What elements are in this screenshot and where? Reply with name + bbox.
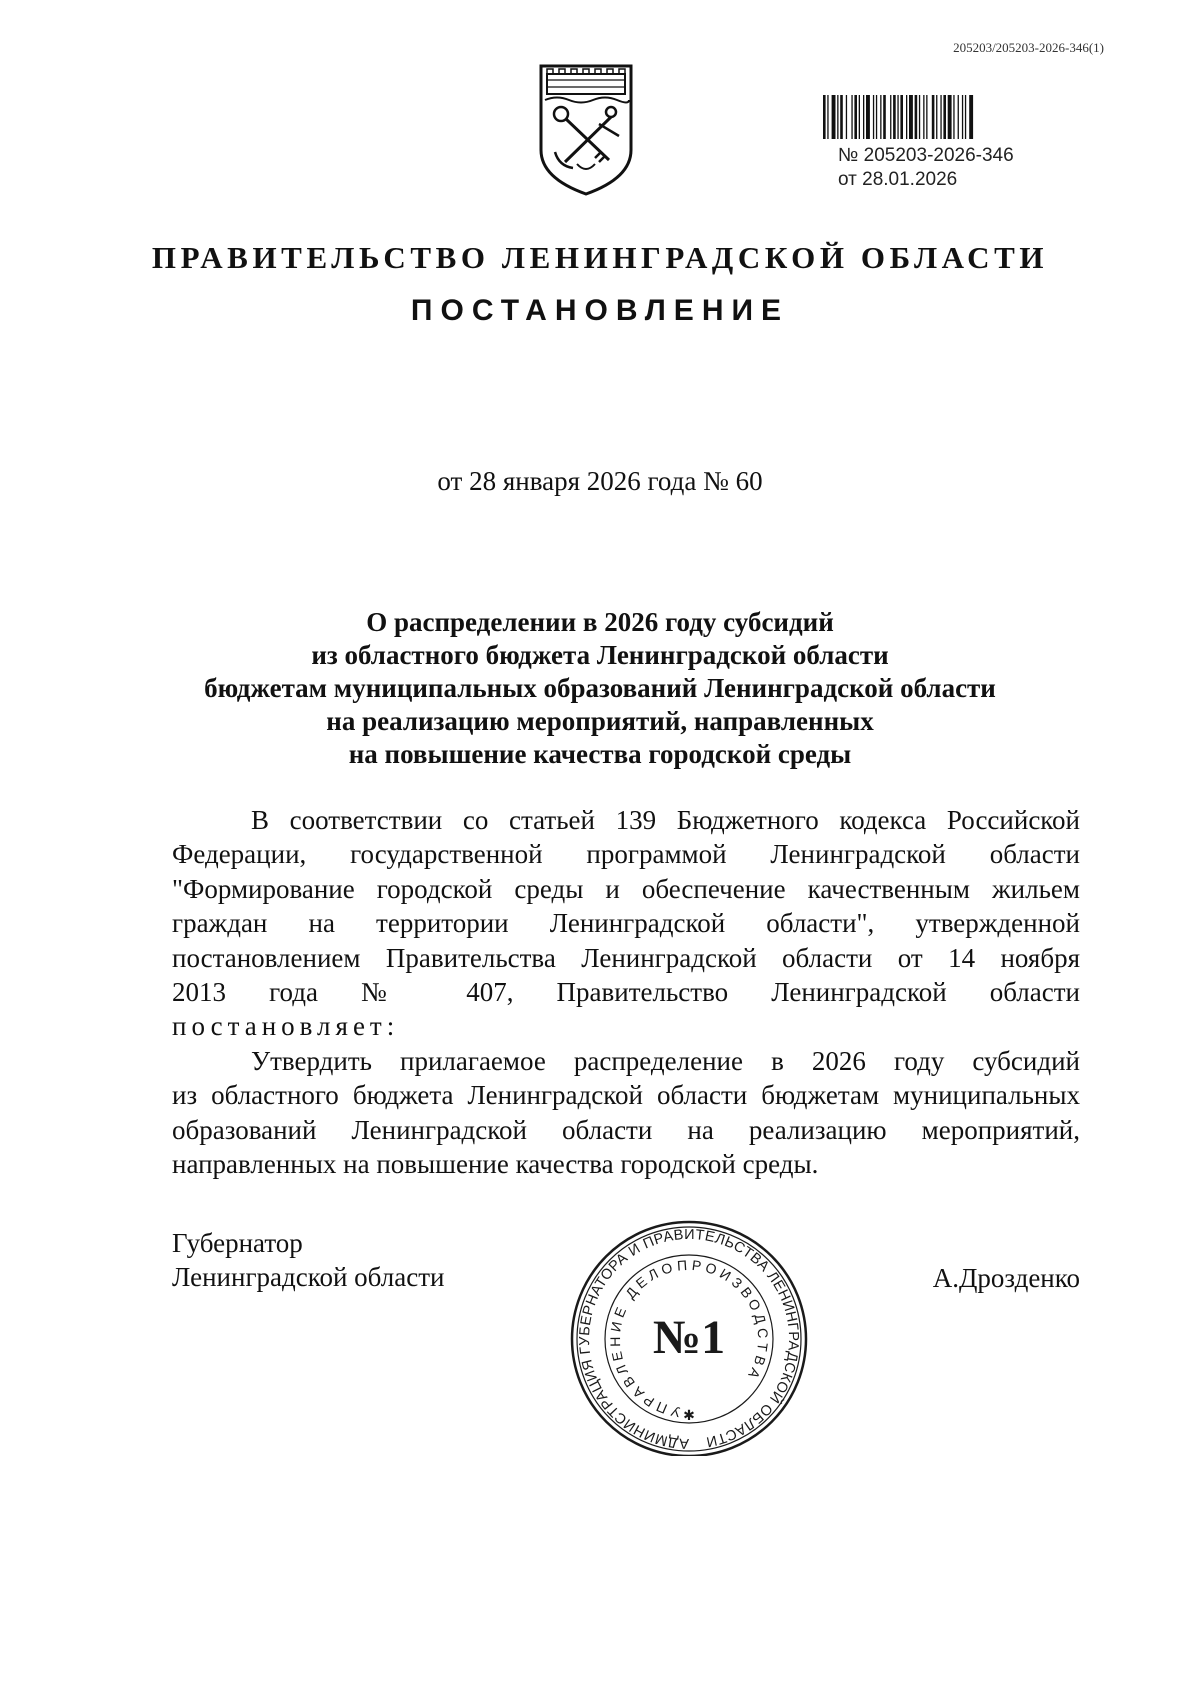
barcode-bar: [890, 95, 891, 139]
barcode-bar: [873, 95, 874, 139]
barcode-bar: [827, 95, 828, 139]
registration-date: от 28.01.2026: [838, 169, 958, 190]
barcode-bar: [915, 95, 918, 139]
barcode-bar: [926, 95, 927, 139]
barcode-bar: [969, 95, 973, 139]
barcode-bar: [832, 95, 836, 139]
barcode-bar: [940, 95, 941, 139]
barcode-bar: [859, 95, 860, 139]
subject-line: на реализацию мероприятий, направленных: [326, 706, 874, 736]
star-icon: ✱: [683, 1409, 695, 1424]
barcode-bar: [893, 95, 896, 139]
barcode-bar: [923, 95, 924, 139]
barcode-bar: [962, 95, 963, 139]
registration-block: [838, 144, 1014, 192]
corner-reference: 205203/205203-2026-346(1): [953, 40, 1104, 55]
barcode-bar: [880, 95, 881, 139]
document-subject: [0, 606, 1200, 771]
signatory-title: [172, 1226, 444, 1294]
body-line: направленных на повышение качества городской среды.: [172, 1149, 819, 1180]
barcode-bar: [876, 95, 877, 139]
barcode-bar: [958, 95, 959, 139]
barcode-bar: [900, 95, 903, 139]
body-line: "Формирование городской среды и обеспечение качественным жильем: [172, 873, 1080, 904]
seal-number: №1: [652, 1311, 726, 1364]
official-seal-stamp: [568, 1218, 810, 1456]
barcode-bar: [897, 95, 898, 139]
body-line: 2013 года № 407, Правительство Ленинградской области: [172, 977, 1080, 1008]
subject-line: из областного бюджета Ленинградской области: [311, 640, 889, 670]
barcode-bar: [965, 95, 966, 139]
body-line: из областного бюджета Ленинградской области бюджетам муниципальных: [172, 1080, 1080, 1111]
body-line: образований Ленинградской области на реализацию мероприятий,: [172, 1114, 1080, 1145]
subject-line: О распределении в 2026 году субсидий: [366, 607, 834, 637]
barcode-bar: [854, 95, 857, 139]
barcode-bar: [948, 95, 952, 139]
document-type: ПОСТАНОВЛЕНИЕ: [410, 294, 790, 327]
barcode-bar: [846, 95, 847, 139]
seal-outer-text: АДМИНИСТРАЦИЯ ГУБЕРНАТОРА И ПРАВИТЕЛЬСТВА ЛЕНИНГРАДСКОЙ ОБЛАСТИ: [576, 1226, 802, 1452]
authority-title: ПРАВИТЕЛЬСТВО ЛЕНИНГРАДСКОЙ ОБЛАСТИ: [151, 240, 1049, 275]
barcode-bar: [953, 95, 954, 139]
barcode: [823, 95, 1073, 139]
barcode-bar: [936, 95, 937, 139]
subject-line: бюджетам муниципальных образований Ленинградской области: [204, 673, 996, 703]
barcode-bar: [883, 95, 886, 139]
signatory-title-line: Губернатор: [172, 1228, 303, 1258]
body-line: В соответствии со статьей 139 Бюджетного кодекса Российской: [251, 805, 1080, 835]
barcode-bar: [863, 95, 864, 139]
barcode-bar: [840, 95, 843, 139]
subject-line: на повышение качества городской среды: [348, 739, 852, 769]
body-line: постановлением Правительства Ленинградской области от 14 ноября: [172, 942, 1080, 973]
barcode-bar: [932, 95, 935, 139]
barcode-bar: [823, 95, 826, 139]
body-line: Федерации, государственной программой Ленинградской области: [172, 839, 1080, 870]
body-line: постановляет:: [172, 1011, 400, 1042]
barcode-bar: [906, 95, 907, 139]
document-date-number: от 28 января 2026 года № 60: [437, 466, 763, 496]
body-line: граждан на территории Ленинградской области", утвержденной: [172, 908, 1080, 939]
document-body: [172, 803, 1080, 1181]
barcode-bar: [943, 95, 946, 139]
barcode-bar: [851, 95, 852, 139]
signatory-name: А.Дрозденко: [932, 1263, 1080, 1293]
coat-of-arms-icon: [537, 62, 635, 196]
barcode-bar: [866, 95, 870, 139]
seal-inner-text: УПРАВЛЕНИЕ ДЕЛОПРОИЗВОДСТВА: [606, 1256, 772, 1421]
barcode-bar: [909, 95, 913, 139]
registration-number: № 205203-2026-346: [838, 145, 1014, 166]
barcode-bar: [919, 95, 920, 139]
barcode-bar: [837, 95, 838, 139]
body-line: Утвердить прилагаемое распределение в 2026 году субсидий: [251, 1045, 1080, 1076]
signatory-title-line: Ленинградской области: [172, 1262, 445, 1292]
